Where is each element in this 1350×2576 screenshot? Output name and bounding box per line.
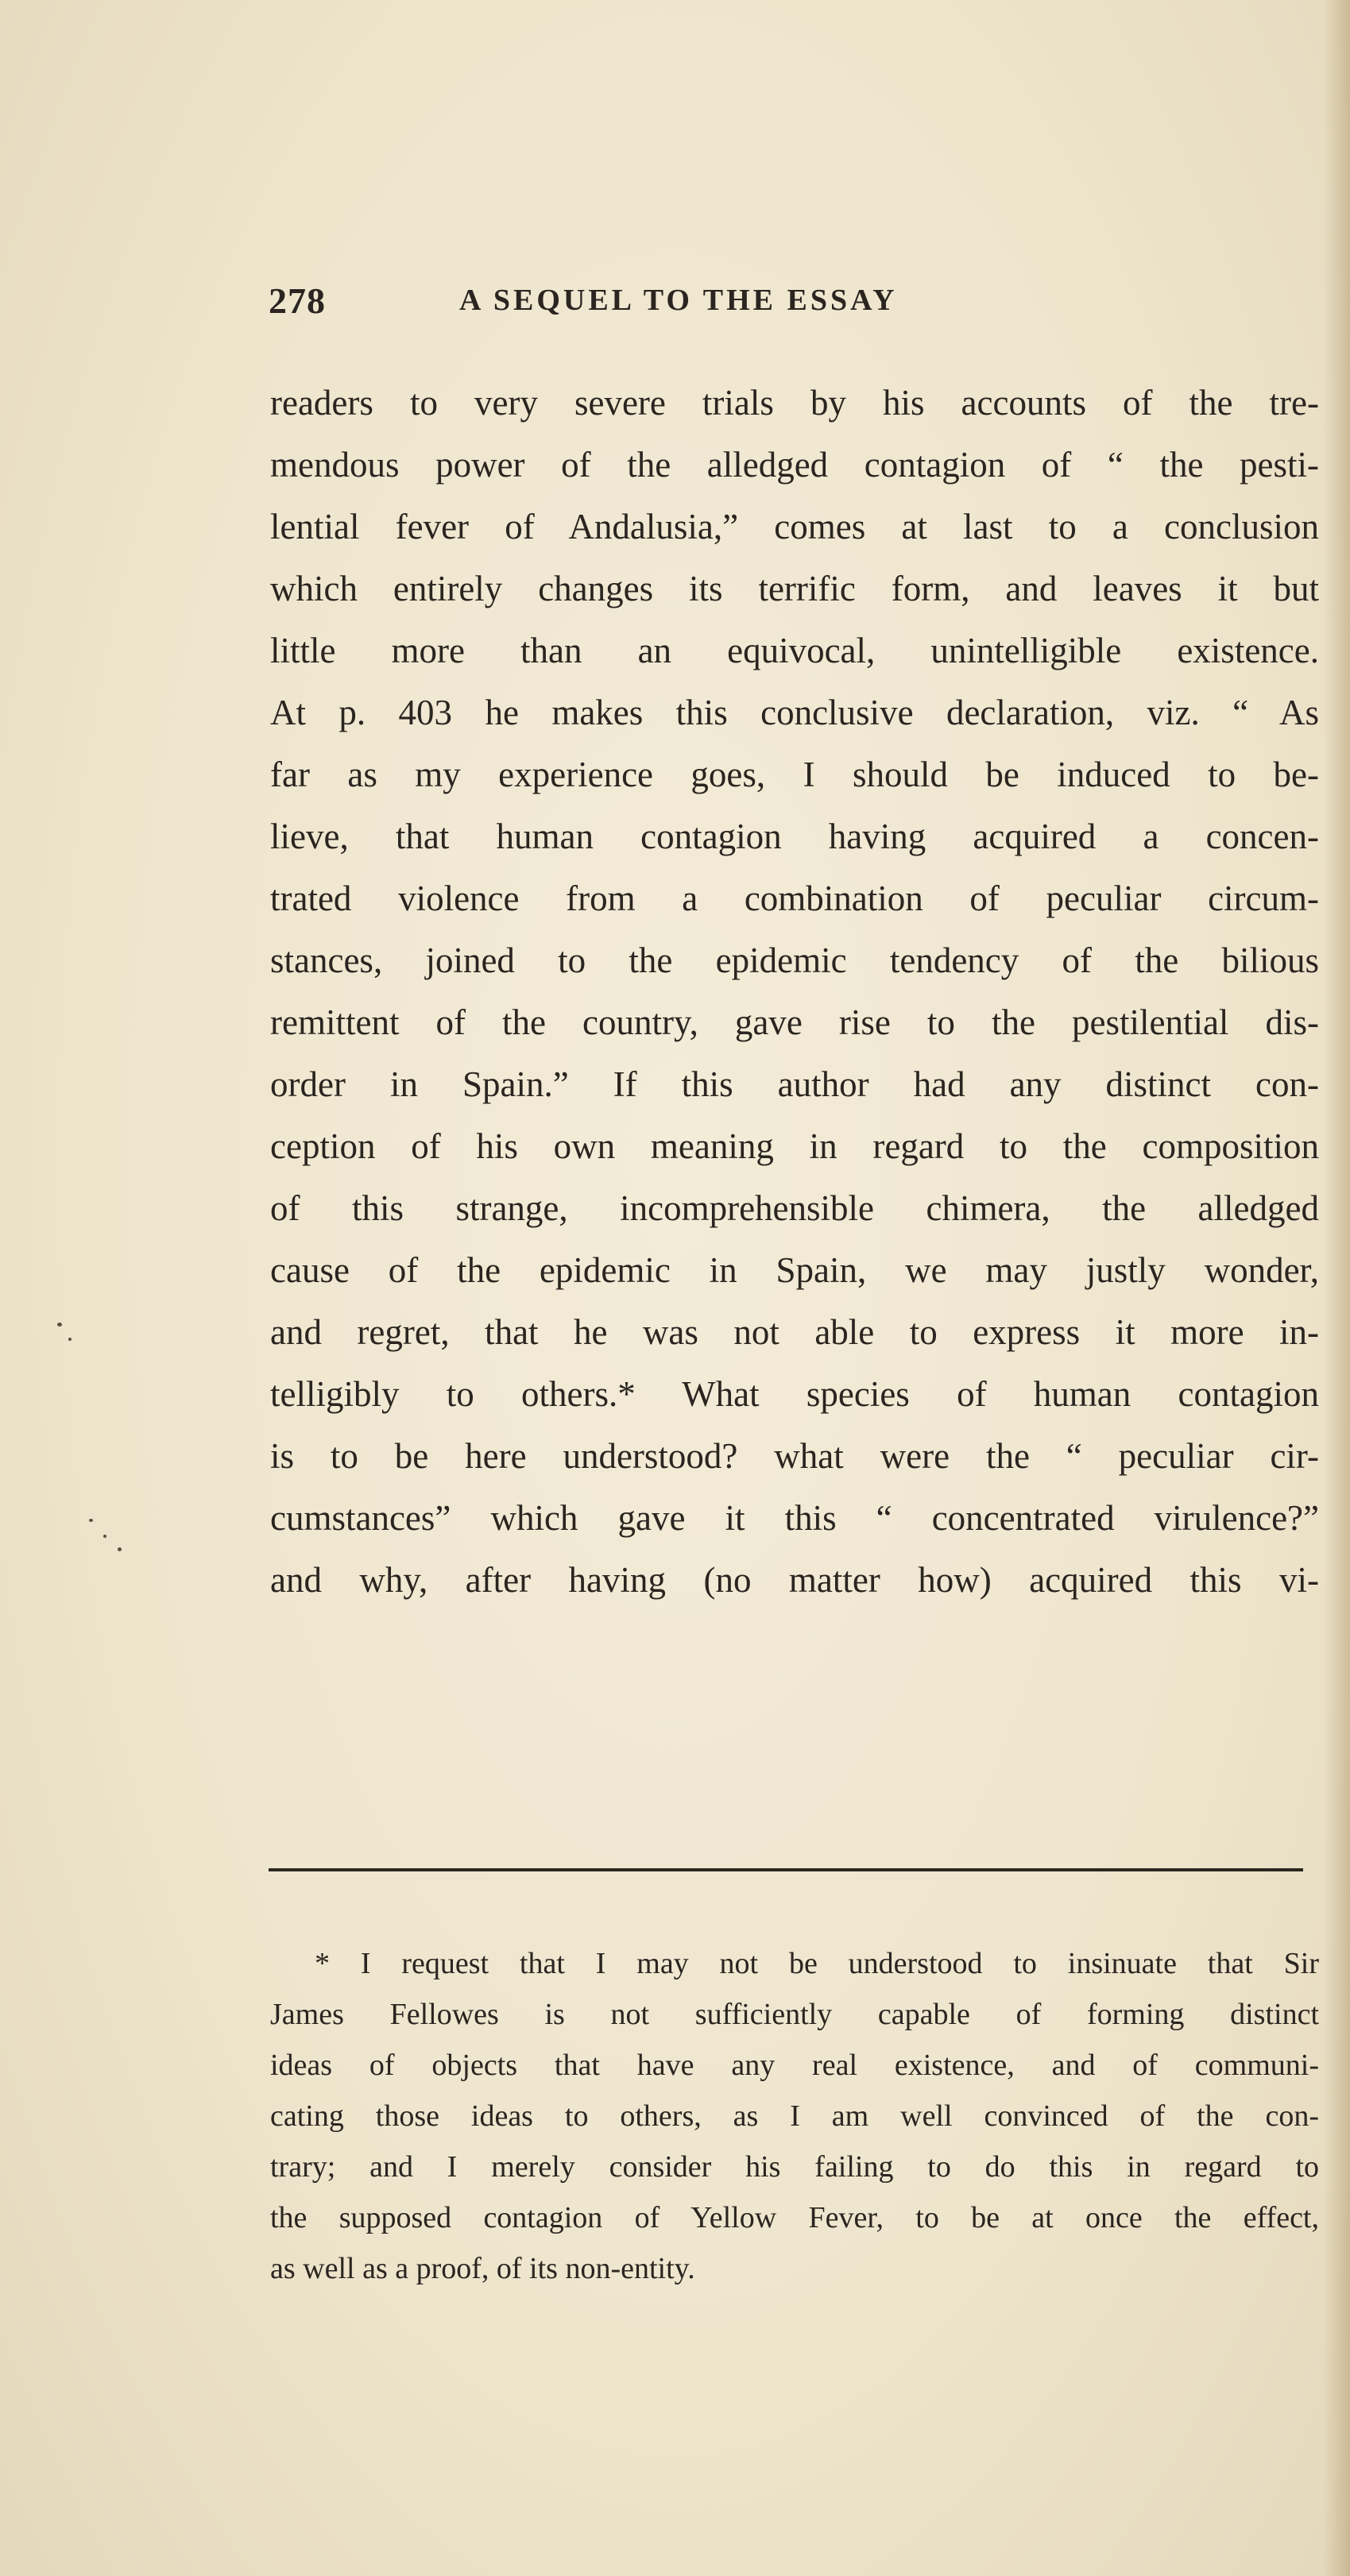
paper-speck <box>118 1547 122 1551</box>
page-header <box>269 280 1317 332</box>
main-text <box>270 372 1319 1611</box>
paper-speck <box>68 1338 72 1341</box>
text-line: is to be here understood? what were the “ peculiar cir- <box>270 1436 1319 1476</box>
footnote-line: the supposed contagion of Yellow Fever, to be at once the effect, <box>270 2201 1319 2234</box>
text-line: mendous power of the alledged contagion of “ the pesti- <box>270 445 1319 485</box>
running-head: A SEQUEL TO THE ESSAY <box>459 284 898 317</box>
paper-speck <box>103 1535 106 1538</box>
footnote-line: James Fellowes is not sufficiently capable of forming distinct <box>270 1998 1319 2031</box>
footnote <box>270 1938 1319 2294</box>
footnote-line: as well as a proof, of its non-entity. <box>270 2252 695 2285</box>
text-line: cause of the epidemic in Spain, we may justly wonder, <box>270 1250 1319 1290</box>
footnote-line: cating those ideas to others, as I am well convinced of the con- <box>270 2099 1319 2133</box>
paper-speck <box>57 1323 62 1327</box>
text-line: lieve, that human contagion having acquired a concen- <box>270 817 1319 856</box>
text-line: far as my experience goes, I should be induced to be- <box>270 755 1319 794</box>
text-line: of this strange, incomprehensible chimera, the alledged <box>270 1188 1319 1228</box>
footnote-line: * I request that I may not be understood to insinuate that Sir <box>315 1947 1319 1980</box>
text-line: remittent of the country, gave rise to the pestilential dis- <box>270 1002 1319 1042</box>
text-line: which entirely changes its terrific form, and leaves it but <box>270 569 1319 608</box>
text-line: trated violence from a combination of peculiar circum- <box>270 879 1319 918</box>
footnote-line: trary; and I merely consider his failing to do this in regard to <box>270 2150 1319 2184</box>
text-line: lential fever of Andalusia,” comes at last to a conclusion <box>270 507 1319 546</box>
text-line: At p. 403 he makes this conclusive declaration, viz. “ As <box>270 693 1319 732</box>
page-number: 278 <box>269 280 326 321</box>
text-line: order in Spain.” If this author had any distinct con- <box>270 1064 1319 1104</box>
text-line: readers to very severe trials by his accounts of the tre- <box>270 383 1319 423</box>
text-line: ception of his own meaning in regard to the composition <box>270 1126 1319 1166</box>
text-line: cumstances” which gave it this “ concentrated virulence?” <box>270 1498 1319 1538</box>
footnote-line: ideas of objects that have any real existence, and of communi- <box>270 2049 1319 2082</box>
text-line: little more than an equivocal, unintelligible existence. <box>270 631 1319 670</box>
paper-speck <box>89 1519 93 1522</box>
text-line: telligibly to others.* What species of human contagion <box>270 1374 1319 1414</box>
footnote-divider <box>269 1868 1303 1871</box>
page-gutter-shadow <box>1323 0 1350 2576</box>
text-line: stances, joined to the epidemic tendency of the bilious <box>270 940 1319 980</box>
text-line: and why, after having (no matter how) acquired this vi- <box>270 1560 1319 1600</box>
text-line: and regret, that he was not able to express it more in- <box>270 1312 1319 1352</box>
